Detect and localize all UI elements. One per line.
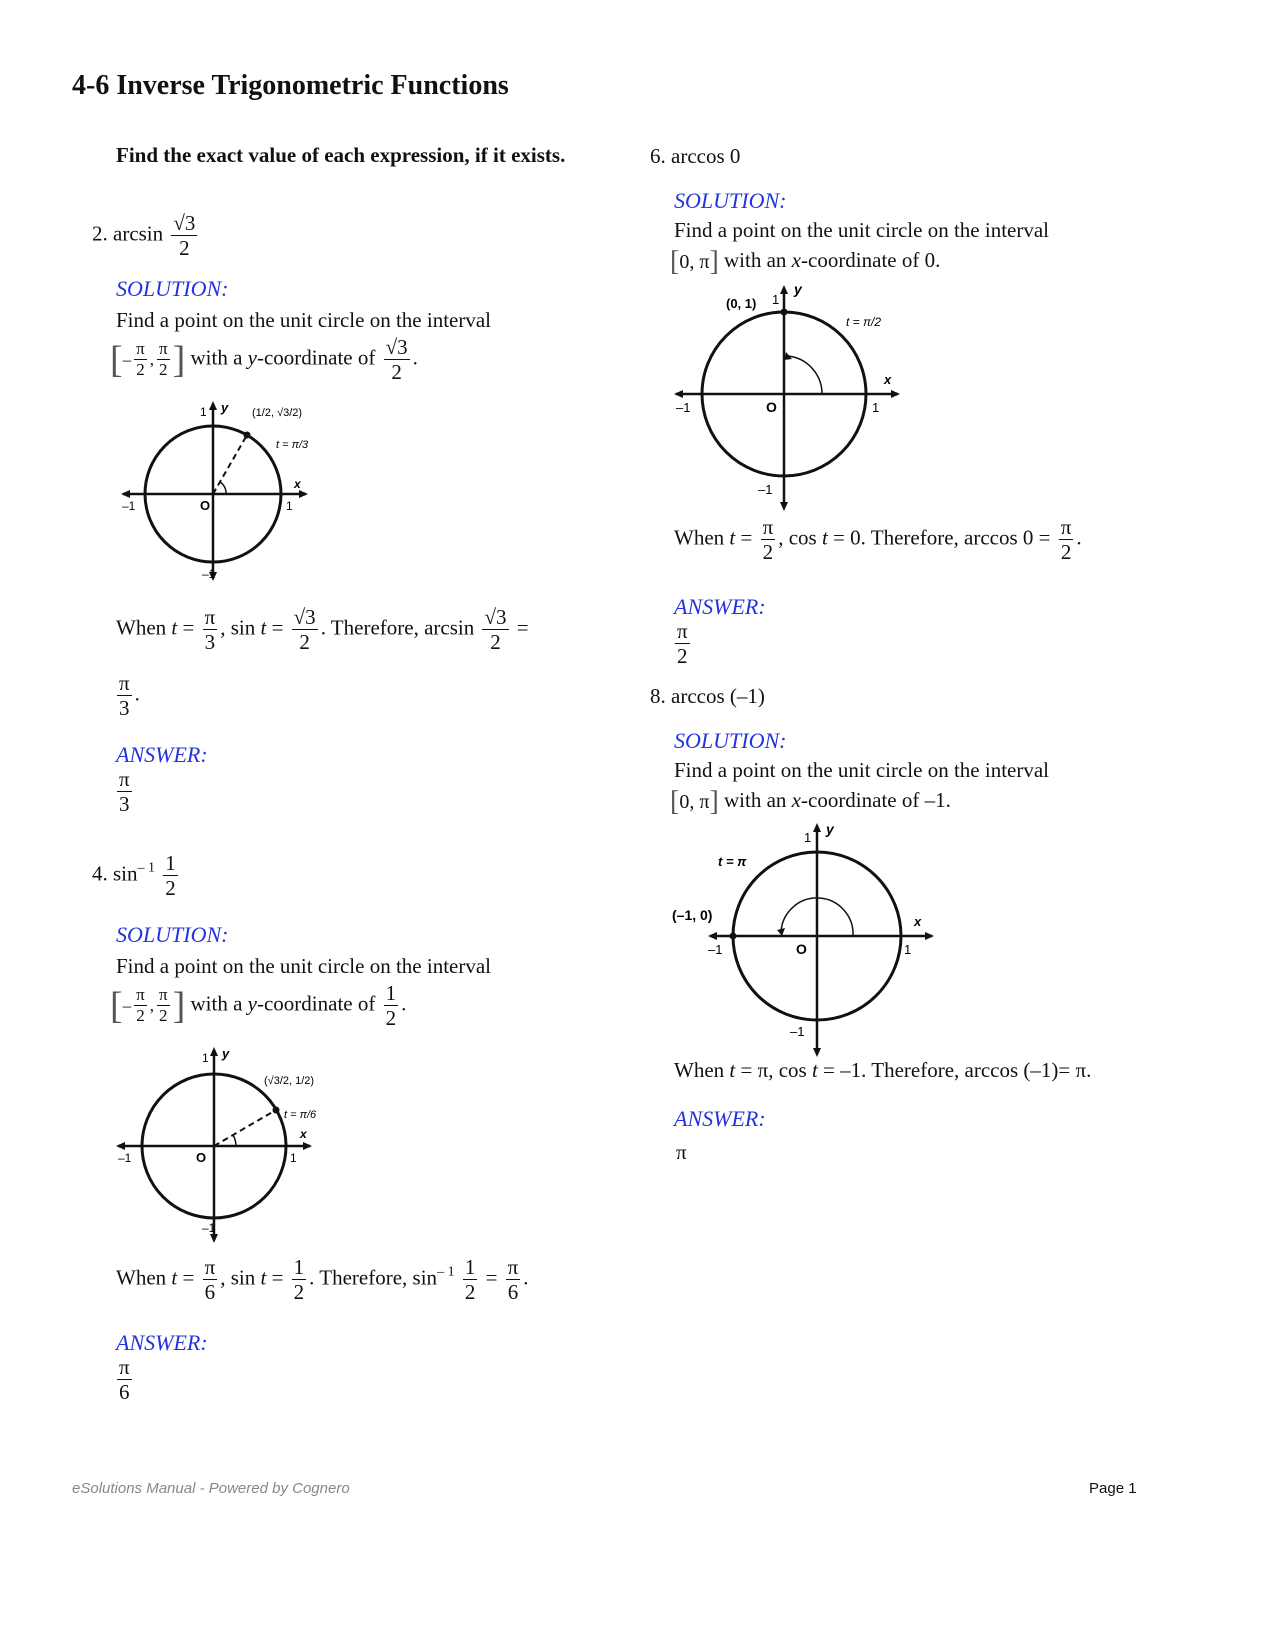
svg-text:–1: –1 <box>790 1024 805 1039</box>
interval-bracket: [ – $\frac{\pi}{2}$ , $\frac{\pi}{2}$ ] <box>110 338 186 381</box>
problem-6-header <box>650 146 740 167</box>
problem-expression: sin <box>113 861 138 886</box>
answer-label: ANSWER: <box>674 594 766 619</box>
svg-text:1: 1 <box>200 405 207 419</box>
svg-text:y: y <box>794 282 802 297</box>
solution-label: SOLUTION: <box>674 728 787 753</box>
answer-label: ANSWER: <box>116 742 208 767</box>
point-label: (–1, 0) <box>672 907 713 923</box>
t-label: t = π/6 <box>284 1109 317 1121</box>
t-label: t = π <box>718 854 747 869</box>
interval-line: [ 0, π ] with an x-coordinate of 0. <box>670 246 941 277</box>
instructions: Find the exact value of each expression, if it exists. <box>116 143 566 167</box>
problem-expression: arcsin <box>113 221 164 246</box>
t-label: t = π/2 <box>846 315 882 329</box>
svg-text:O: O <box>196 1150 207 1165</box>
solution-conclusion: When t = $\frac{\pi}{3}$ , sin t = $\frac{√3}{2}$ . Therefore, arcsin $\frac{√3}{2}$ = <box>116 605 529 655</box>
interval-line: [ – $\frac{\pi}{2}$ , $\frac{\pi}{2}$ ] with a y-coordinate of $\frac{1}{2}$ . <box>110 981 407 1031</box>
svg-text:x: x <box>914 914 922 929</box>
svg-text:–1: –1 <box>202 567 216 581</box>
svg-text:1: 1 <box>772 292 780 307</box>
unit-circle-graph-2 <box>118 398 318 588</box>
answer-value: $\frac{\pi}{2}$ <box>677 619 688 669</box>
argument-fraction: $\frac{√3}{2}$ <box>173 211 196 261</box>
svg-text:O: O <box>766 399 777 415</box>
svg-text:y: y <box>826 821 834 837</box>
solution-text: Find a point on the unit circle on the interval <box>674 758 1049 782</box>
t-label: t = π/3 <box>276 439 309 451</box>
solution-conclusion: When t = π, cos t = –1. Therefore, arccos (–1)= π. <box>674 1058 1092 1082</box>
point-label: (√3/2, 1/2) <box>264 1075 315 1087</box>
point-label: (0, 1) <box>726 296 757 311</box>
solution-label: SOLUTION: <box>674 188 787 213</box>
answer-value: $\frac{\pi}{6}$ <box>119 1355 130 1405</box>
svg-text:–1: –1 <box>676 400 691 415</box>
point-label: (1/2, √3/2) <box>252 407 303 419</box>
svg-text:y: y <box>222 1046 230 1061</box>
problem-number: 6. <box>650 144 666 168</box>
problem-4-header: 4. $\sin^{- 1}$ $\frac{1}{2}$ <box>92 851 176 901</box>
answer-label: ANSWER: <box>116 1330 208 1355</box>
answer-value: $\frac{\pi}{3}$ <box>119 767 130 817</box>
interval-bracket: [ 0, π ] <box>670 246 719 277</box>
problem-expression: arccos 0 <box>671 144 741 168</box>
svg-text:1: 1 <box>290 1151 297 1165</box>
svg-text:–1: –1 <box>122 499 136 513</box>
unit-circle-graph-6 <box>672 282 912 512</box>
footer-credit: eSolutions Manual - Powered by Cognero <box>72 1480 350 1497</box>
answer-value: π <box>676 1140 687 1164</box>
svg-text:–1: –1 <box>118 1151 132 1165</box>
problem-number: 2. <box>92 221 108 246</box>
page-number: Page 1 <box>1089 1480 1137 1497</box>
svg-text:1: 1 <box>202 1051 209 1065</box>
svg-text:x: x <box>300 1127 307 1141</box>
solution-text: Find a point on the unit circle on the interval <box>674 218 1049 242</box>
solution-conclusion-cont: $\frac{\pi}{3}$ . <box>119 671 140 721</box>
problem-8-header <box>650 686 765 707</box>
solution-conclusion: When t = $\frac{\pi}{6}$ , sin t = $\frac{1}{2}$ . Therefore, $\sin^{- 1}$ $\frac{1}{2}$ = $\frac{\pi}{6}$ . <box>116 1255 529 1305</box>
svg-text:O: O <box>200 498 211 513</box>
interval-bracket: [ 0, π ] <box>670 786 719 817</box>
problem-2-header <box>92 212 200 259</box>
svg-text:O: O <box>796 941 807 957</box>
interval-bracket: [ – $\frac{\pi}{2}$ , $\frac{\pi}{2}$ ] <box>110 984 186 1027</box>
solution-text: Find a point on the unit circle on the interval <box>116 308 491 332</box>
problem-expression: arccos (–1) <box>671 684 765 708</box>
svg-text:–1: –1 <box>202 1221 216 1235</box>
svg-text:y: y <box>221 400 229 415</box>
svg-text:1: 1 <box>872 400 880 415</box>
problem-number: 4. <box>92 861 108 886</box>
svg-text:–1: –1 <box>758 482 773 497</box>
solution-conclusion: When t = $\frac{\pi}{2}$ , cos t = 0. Therefore, arccos 0 = $\frac{\pi}{2}$ . <box>674 515 1082 565</box>
interval-line: [ – $\frac{\pi}{2}$ , $\frac{\pi}{2}$ ] with a y-coordinate of $\frac{√3}{2}$ . <box>110 335 418 385</box>
unit-circle-graph-8 <box>670 820 940 1060</box>
solution-text: Find a point on the unit circle on the interval <box>116 954 491 978</box>
svg-text:1: 1 <box>804 830 812 845</box>
svg-text:x: x <box>294 477 301 491</box>
argument-fraction: $\frac{1}{2}$ <box>165 851 176 901</box>
svg-text:1: 1 <box>286 499 293 513</box>
svg-text:x: x <box>884 372 892 387</box>
answer-label: ANSWER: <box>674 1106 766 1131</box>
svg-text:–1: –1 <box>708 942 723 957</box>
interval-line: [ 0, π ] with an x-coordinate of –1. <box>670 786 951 817</box>
solution-label: SOLUTION: <box>116 922 229 947</box>
unit-circle-graph-4 <box>114 1044 334 1244</box>
solution-label: SOLUTION: <box>116 276 229 301</box>
problem-number: 8. <box>650 684 666 708</box>
svg-text:1: 1 <box>904 942 912 957</box>
page-title: 4-6 Inverse Trigonometric Functions <box>72 70 509 101</box>
